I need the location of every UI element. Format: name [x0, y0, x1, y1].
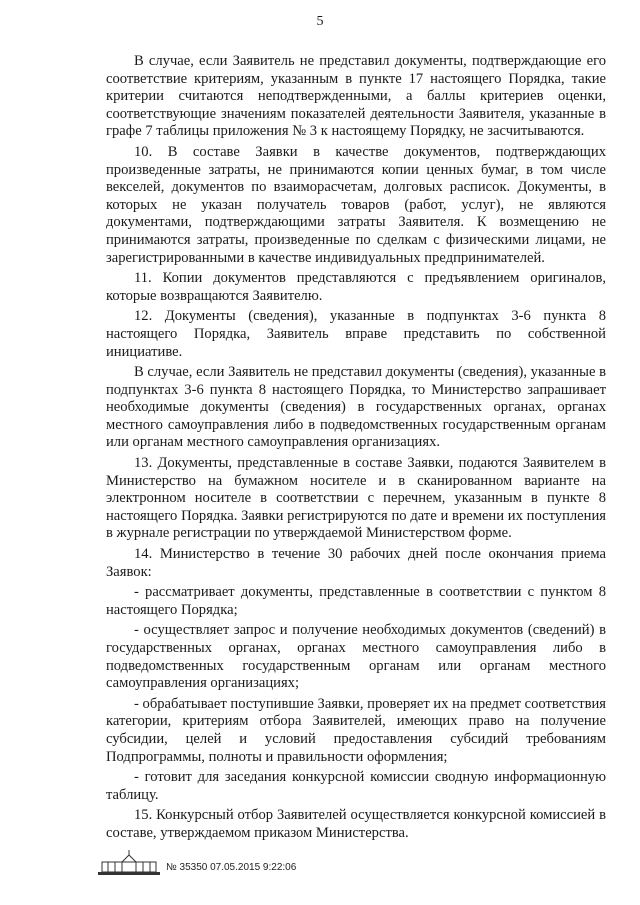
paragraph: В случае, если Заявитель не представил документы (сведения), указанные в подпунктах 3-6 пункта 8 настоящего Порядка, то Министерство запрашивает необходимые документы (сведения) в государственных органах, органах местного самоуправления либо в подведомственных государственным органам или органам местного самоуправления организациях. [106, 364, 606, 451]
paragraph-item-14: 14. Министерство в течение 30 рабочих дней после окончания приема Заявок: [106, 546, 606, 580]
paragraph-item-11: 11. Копии документов представляются с предъявлением оригиналов, которые возвращаются Заявителю. [106, 270, 606, 304]
registration-stamp-text: № 35350 07.05.2015 9:22:06 [166, 862, 297, 873]
list-item: - рассматривает документы, представленные в соответствии с пунктом 8 настоящего Порядка; [106, 584, 606, 618]
paragraph-item-15: 15. Конкурсный отбор Заявителей осуществляется конкурсной комиссией в составе, утверждаемом приказом Министерства. [106, 807, 606, 841]
list-item: - осуществляет запрос и получение необходимых документов (сведений) в государственных органах, органах местного самоуправления либо в подведомственных государственным органам или органам местного самоуправления организациях; [106, 622, 606, 692]
list-item: - готовит для заседания конкурсной комиссии сводную информационную таблицу. [106, 769, 606, 803]
document-body [106, 53, 606, 846]
footer-stamp [98, 848, 296, 876]
list-item: - обрабатывает поступившие Заявки, проверяет их на предмет соответствия категории, критериям отбора Заявителей, имеющих право на получение субсидии, целей и условий предоставления субсидий требованиям Подпрограммы, полноты и правильности оформления; [106, 695, 606, 765]
paragraph-item-10: 10. В составе Заявки в качестве документов, подтверждающих произведенные затраты, не принимаются копии ценных бумаг, в том числе векселей, документов по взаиморасчетам, долговых расписок. Документы, в которых не указан получатель товаров (работ, услуг), не являются документами, подтверждающими затраты Заявителя. К возмещению не принимаются затраты, произведенные по сделкам с физическими лицами, не зарегистрированными в качестве индивидуальных предпринимателей. [106, 143, 606, 266]
paragraph-item-12: 12. Документы (сведения), указанные в подпунктах 3-6 пункта 8 настоящего Порядка, Заявитель вправе представить по собственной инициативе. [106, 308, 606, 360]
paragraph-item-13: 13. Документы, представленные в составе Заявки, подаются Заявителем в Министерство на бумажном носителе и в сканированном варианте на электронном носителе в соответствии с перечнем, указанным в пункте 8 настоящего Порядка. Заявки регистрируются по дате и времени их поступления в журнале регистрации по утверждаемой Министерством форме. [106, 455, 606, 542]
paragraph: В случае, если Заявитель не представил документы, подтверждающие его соответствие критериям, указанным в пункте 17 настоящего Порядка, такие критерии считаются неподтвержденными, а баллы критериев оценки, соответствующие значениям показателей деятельности Заявителя, указанные в графе 7 таблицы приложения № 3 к настоящему Порядку, не засчитываются. [106, 53, 606, 140]
building-emblem-icon [98, 850, 160, 876]
page-number: 5 [316, 14, 324, 29]
